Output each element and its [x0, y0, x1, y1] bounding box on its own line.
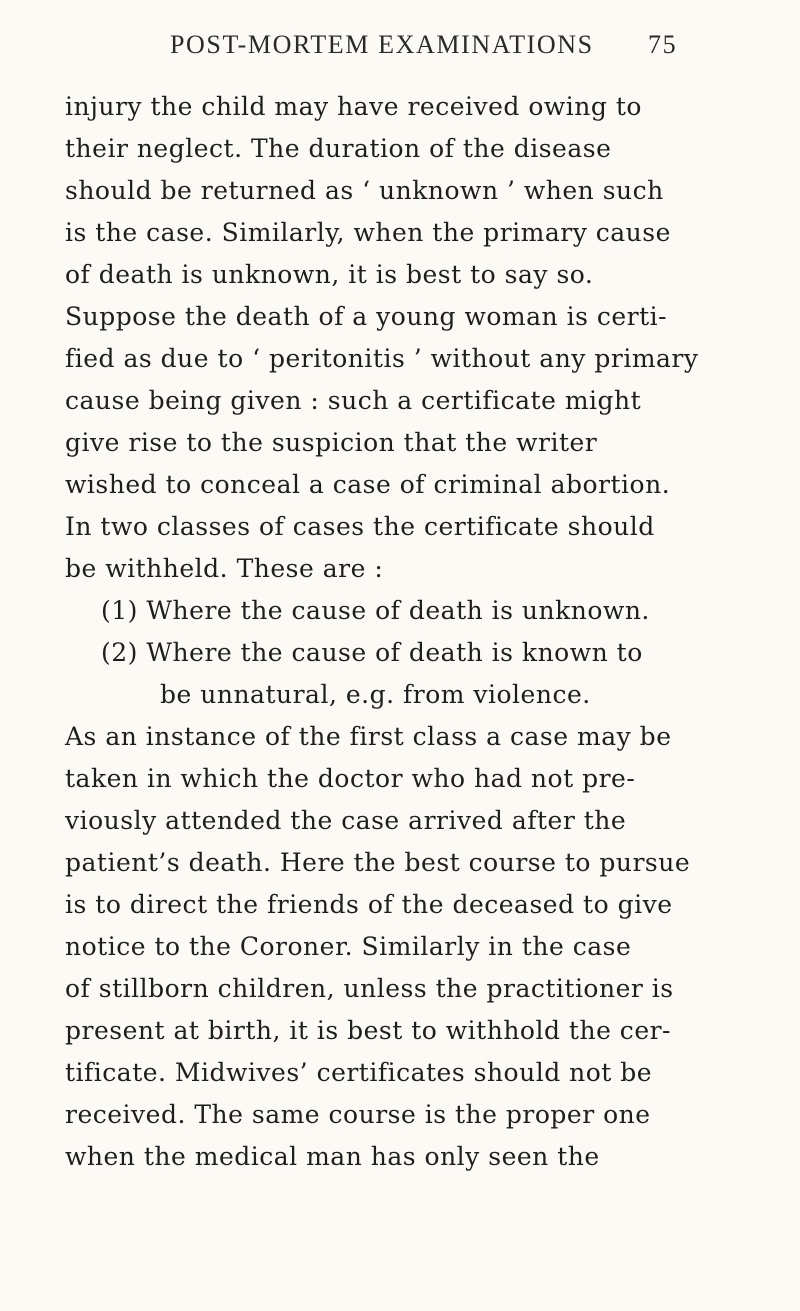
page-number: 75: [648, 30, 678, 59]
text-line: fied as due to ‘ peritonitis ’ without any primary: [65, 344, 699, 373]
running-head: [140, 30, 740, 70]
text-line: taken in which the doctor who had not pre-: [65, 764, 636, 793]
list-item: (1) Where the cause of death is unknown.: [101, 596, 650, 625]
text-line: notice to the Coroner. Similarly in the case: [65, 932, 632, 961]
text-line: injury the child may have received owing to: [65, 92, 642, 121]
text-line: is to direct the friends of the deceased to give: [65, 890, 673, 919]
text-line: As an instance of the first class a case may be: [65, 722, 672, 751]
text-line: In two classes of cases the certificate should: [65, 512, 655, 541]
text-line: when the medical man has only seen the: [65, 1142, 600, 1171]
text-line: be withheld. These are :: [65, 554, 384, 583]
text-line: Suppose the death of a young woman is certi-: [65, 302, 668, 331]
list-item-continuation: be unnatural, e.g. from violence.: [160, 680, 591, 709]
running-head-title: POST-MORTEM EXAMINATIONS: [170, 30, 594, 59]
text-line: present at birth, it is best to withhold the cer-: [65, 1016, 672, 1045]
text-line: received. The same course is the proper one: [65, 1100, 651, 1129]
text-line: of stillborn children, unless the practitioner is: [65, 974, 674, 1003]
text-line: viously attended the case arrived after the: [65, 806, 627, 835]
text-line: is the case. Similarly, when the primary cause: [65, 218, 671, 247]
text-line: wished to conceal a case of criminal abortion.: [65, 470, 671, 499]
text-line: their neglect. The duration of the disease: [65, 134, 612, 163]
text-line: should be returned as ‘ unknown ’ when such: [65, 176, 664, 205]
text-line: give rise to the suspicion that the writer: [65, 428, 598, 457]
text-line: of death is unknown, it is best to say so.: [65, 260, 594, 289]
text-line: patient’s death. Here the best course to pursue: [65, 848, 691, 877]
text-line: cause being given : such a certificate might: [65, 386, 642, 415]
list-item: (2) Where the cause of death is known to: [101, 638, 643, 667]
text-line: tificate. Midwives’ certificates should not be: [65, 1058, 653, 1087]
